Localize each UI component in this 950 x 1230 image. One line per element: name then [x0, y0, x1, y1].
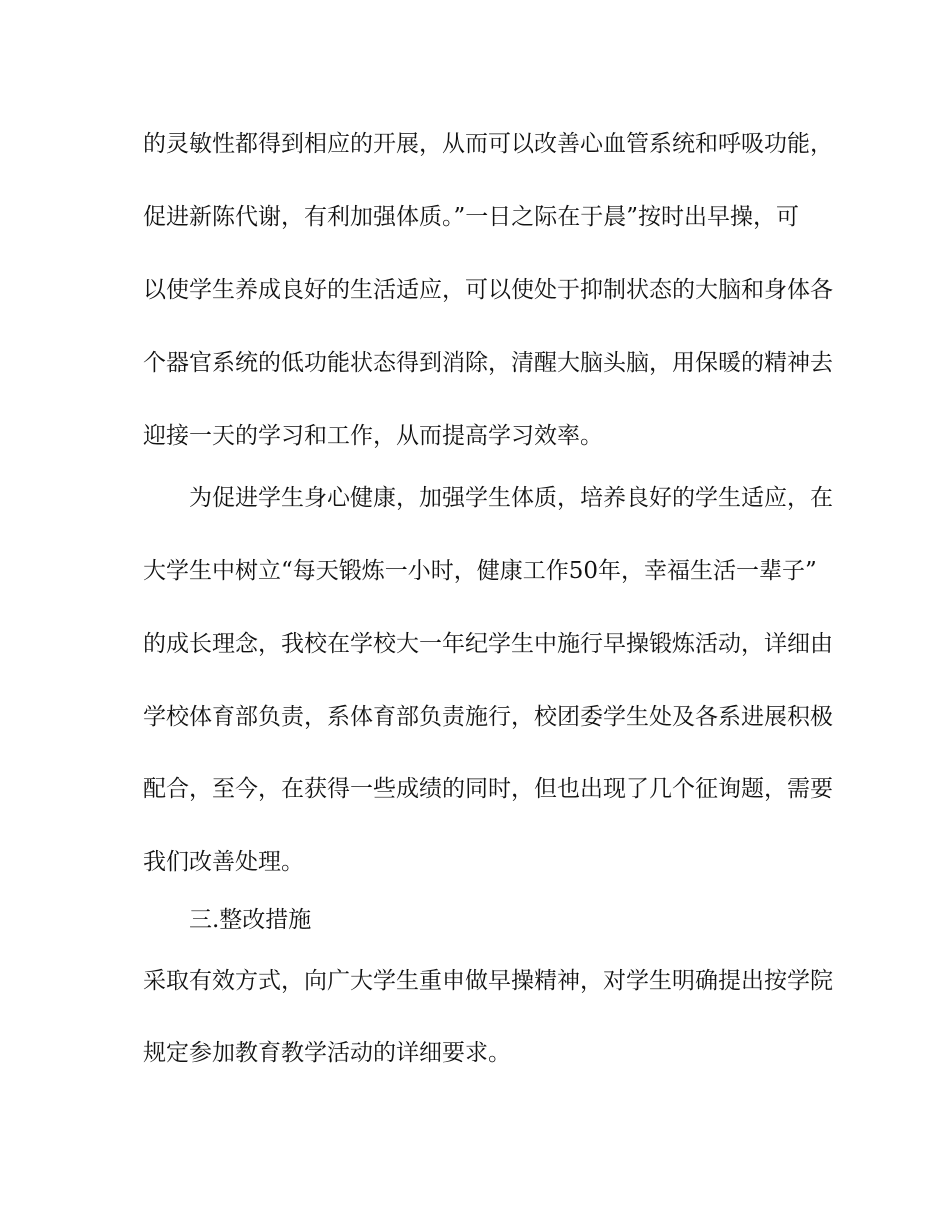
paragraph-2-line-6: 我们改善处理。	[143, 849, 304, 875]
paragraph-1-line-3: 以使学生养成良好的生活适应，可以使处于抑制状态的大脑和身体各	[143, 277, 833, 303]
paragraph-1-line-4: 个器官系统的低功能状态得到消除，清醒大脑头脑，用保暖的精神去	[143, 350, 833, 376]
paragraph-3-line-1: 采取有效方式，向广大学生重申做早操精神，对学生明确提出按学院	[143, 968, 833, 994]
paragraph-1-line-1: 的灵敏性都得到相应的开展，从而可以改善心血管系统和呼吸功能，	[143, 131, 833, 157]
paragraph-2-line-5: 配合，至今，在获得一些成绩的同时，但也出现了几个征询题，需要	[143, 776, 833, 802]
paragraph-2-line-3: 的成长理念，我校在学校大一年纪学生中施行早操锻炼活动，详细由	[143, 631, 833, 657]
section-heading: 三.整改措施	[189, 907, 312, 933]
paragraph-2-line-4: 学校体育部负责，系体育部负责施行，校团委学生处及各系进展积极	[143, 704, 833, 730]
paragraph-1-line-5: 迎接一天的学习和工作，从而提高学习效率。	[143, 423, 603, 449]
paragraph-2-line-1: 为促进学生身心健康，加强学生体质，培养良好的学生适应，在	[189, 485, 833, 511]
paragraph-3-line-2: 规定参加教育教学活动的详细要求。	[143, 1040, 511, 1066]
paragraph-1-line-2: 促进新陈代谢，有利加强体质。”一日之际在于晨”按时出早操，可	[143, 204, 800, 230]
paragraph-2-line-2: 大学生中树立“每天锻炼一小时，健康工作50年，幸福生活一辈子”	[143, 558, 817, 584]
